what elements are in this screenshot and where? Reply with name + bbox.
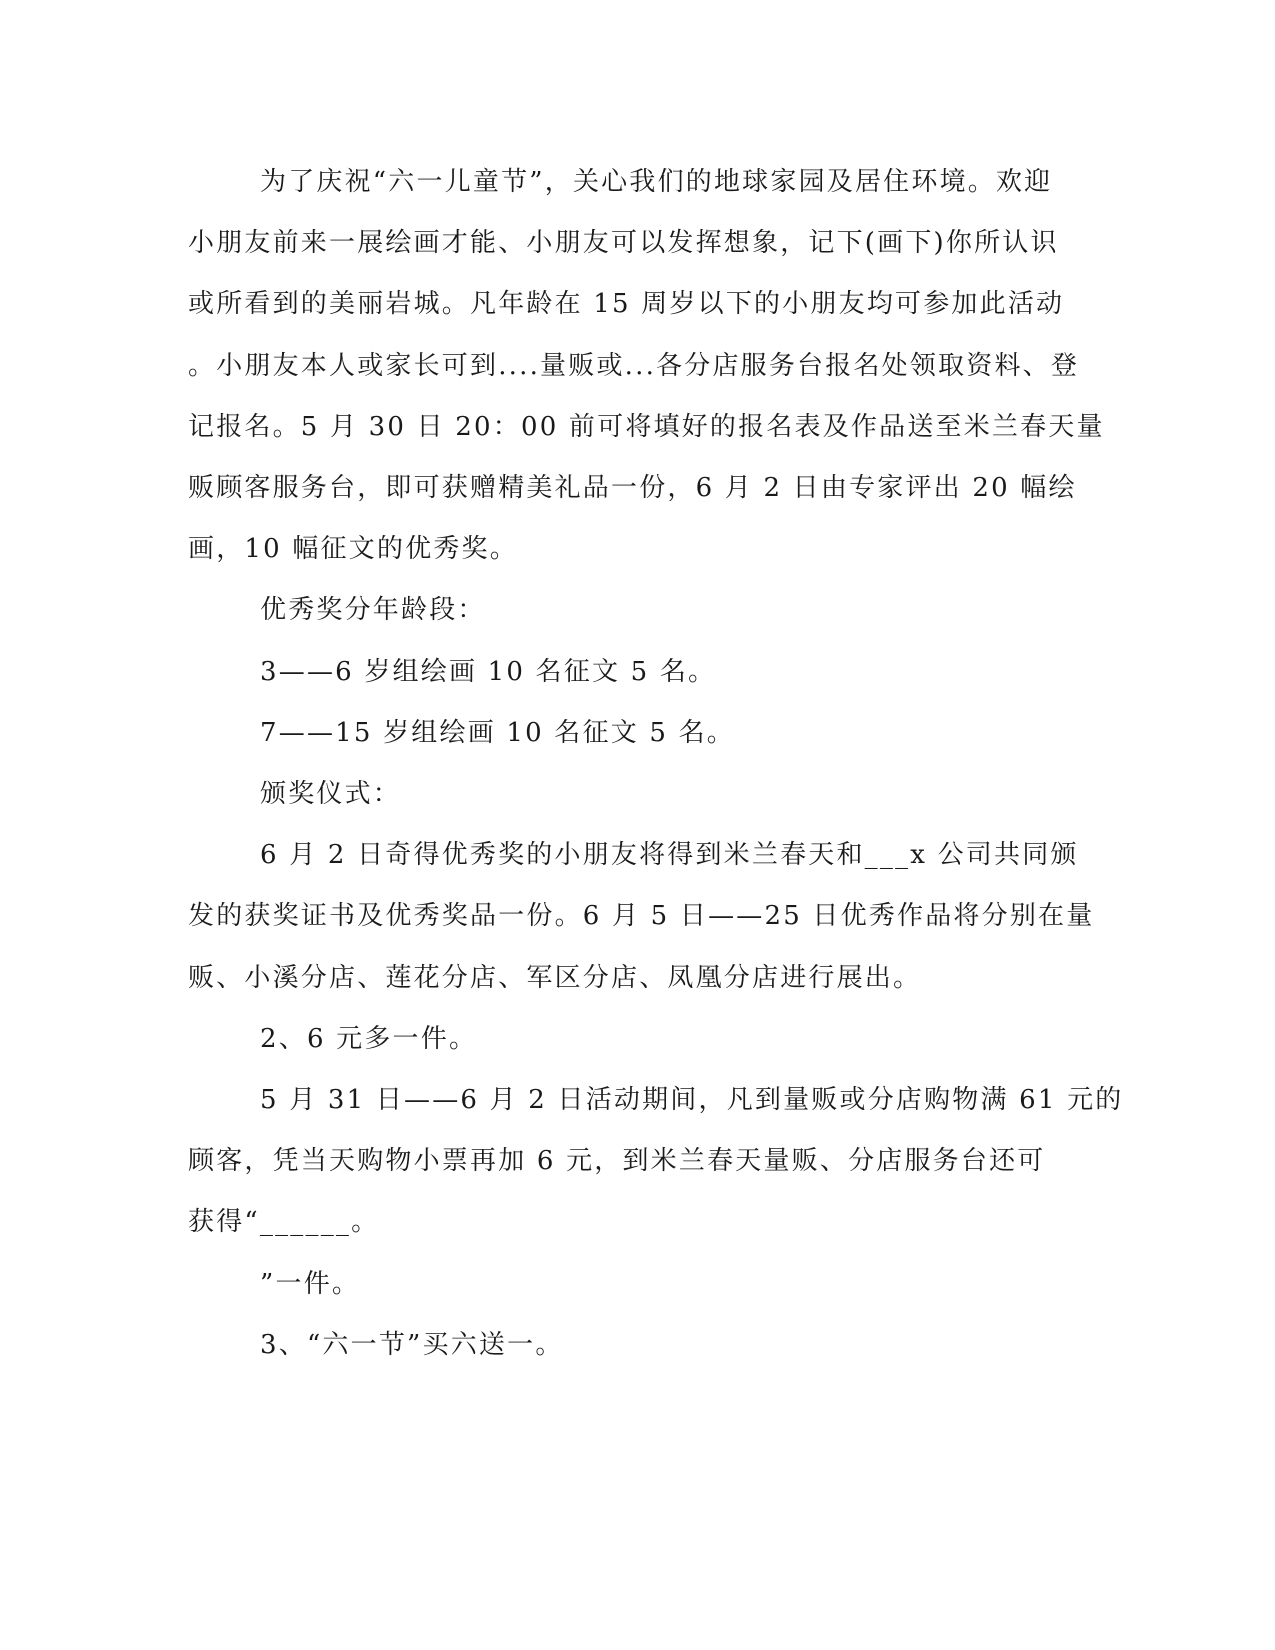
text-line: 记报名。5 月 30 日 20：00 前可将填好的报名表及作品送至米兰春天量 bbox=[188, 411, 1105, 442]
text-line: 7——15 岁组绘画 10 名征文 5 名。 bbox=[260, 717, 735, 748]
text-line: 。小朋友本人或家长可到....量贩或...各分店服务台报名处领取资料、登 bbox=[188, 350, 1080, 381]
text-line: 2、6 元多一件。 bbox=[260, 1023, 478, 1054]
text-line: 为了庆祝“六一儿童节”，关心我们的地球家园及居住环境。欢迎 bbox=[260, 167, 1053, 197]
text-line: 画，10 幅征文的优秀奖。 bbox=[188, 534, 518, 565]
text-line: 获得“______。 bbox=[188, 1207, 380, 1238]
document-body bbox=[188, 152, 1124, 1376]
text-line: 发的获奖证书及优秀奖品一份。6 月 5 日——25 日优秀作品将分别在量 bbox=[188, 901, 1095, 932]
text-line: 5 月 31 日——6 月 2 日活动期间，凡到量贩或分店购物满 61 元的 bbox=[260, 1085, 1124, 1116]
text-line: 颁奖仪式： bbox=[260, 779, 402, 810]
text-line: 3、“六一节”买六送一。 bbox=[260, 1329, 564, 1360]
text-line: 顾客，凭当天购物小票再加 6 元，到米兰春天量贩、分店服务台还可 bbox=[188, 1146, 1046, 1177]
text-line: 或所看到的美丽岩城。凡年龄在 15 周岁以下的小朋友均可参加此活动 bbox=[188, 289, 1065, 320]
text-line: 优秀奖分年龄段： bbox=[260, 595, 486, 626]
text-line: 贩顾客服务台，即可获赠精美礼品一份，6 月 2 日由专家评出 20 幅绘 bbox=[188, 473, 1077, 504]
text-line: 贩、小溪分店、莲花分店、军区分店、凤凰分店进行展出。 bbox=[188, 962, 922, 993]
text-line: 小朋友前来一展绘画才能、小朋友可以发挥想象，记下(画下)你所认识 bbox=[188, 228, 1059, 259]
text-line: ”一件。 bbox=[260, 1268, 361, 1299]
text-line: 3——6 岁组绘画 10 名征文 5 名。 bbox=[260, 656, 717, 687]
text-line: 6 月 2 日奇得优秀奖的小朋友将得到米兰春天和___x 公司共同颁 bbox=[260, 840, 1079, 871]
